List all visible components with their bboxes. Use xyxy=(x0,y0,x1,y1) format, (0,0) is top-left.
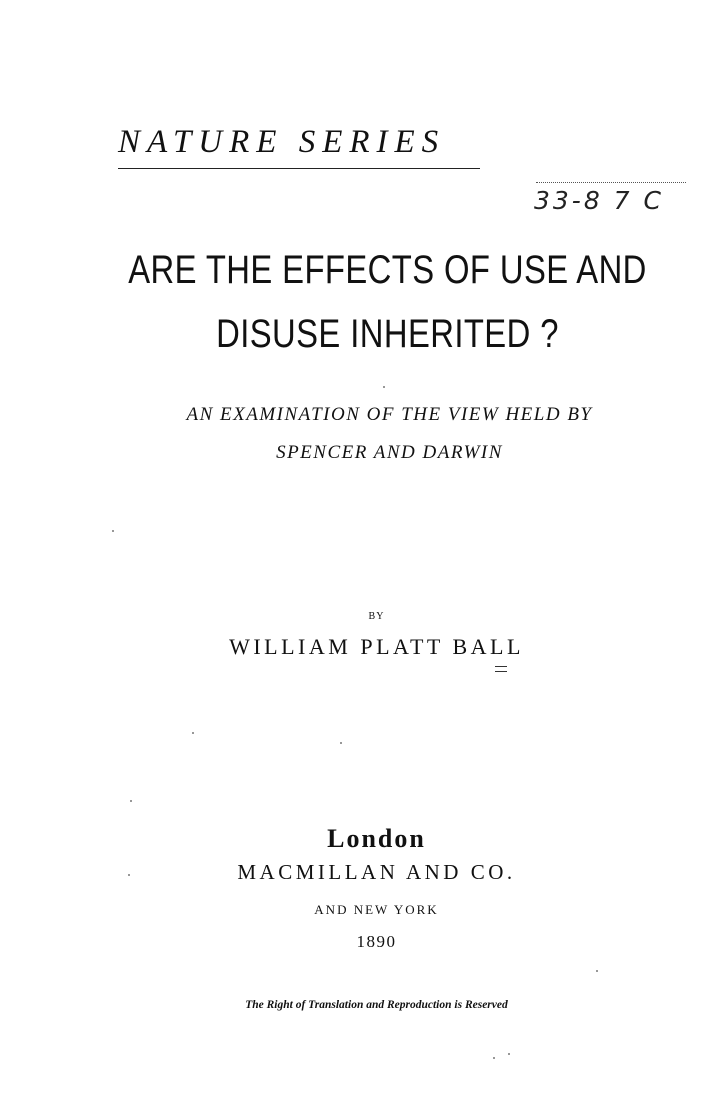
paper-speck xyxy=(130,800,132,802)
by-label: BY xyxy=(368,611,385,622)
paper-speck xyxy=(340,742,342,744)
author-name: WILLIAM PLATT BALL xyxy=(229,634,524,659)
publisher-name: MACMILLAN AND CO. xyxy=(237,860,516,884)
rights-notice: The Right of Translation and Reproduction is Reserved xyxy=(245,999,508,1011)
publication-place: London xyxy=(327,824,426,853)
shelfmark-dotted-rule xyxy=(536,182,686,183)
publisher-cities: AND NEW YORK xyxy=(314,902,439,917)
series-underline xyxy=(118,168,480,169)
subtitle-line-1: AN EXAMINATION OF THE VIEW HELD BY xyxy=(186,404,593,425)
paper-speck xyxy=(192,732,194,734)
handwritten-shelfmark: 33-8 7 C xyxy=(534,186,664,215)
publication-year: 1890 xyxy=(356,932,397,951)
paper-speck xyxy=(383,386,385,388)
paper-speck xyxy=(596,970,598,972)
pencil-mark xyxy=(495,666,507,672)
paper-speck xyxy=(493,1057,495,1059)
subtitle-line-2: SPENCER AND DARWIN xyxy=(276,442,503,463)
book-title-line-2: DISUSE INHERITED ? xyxy=(216,312,559,356)
paper-speck xyxy=(112,530,114,532)
series-title: NATURE SERIES xyxy=(118,124,446,160)
paper-speck xyxy=(508,1053,510,1055)
book-title-line-1: ARE THE EFFECTS OF USE AND xyxy=(128,248,647,292)
paper-speck xyxy=(128,874,130,876)
